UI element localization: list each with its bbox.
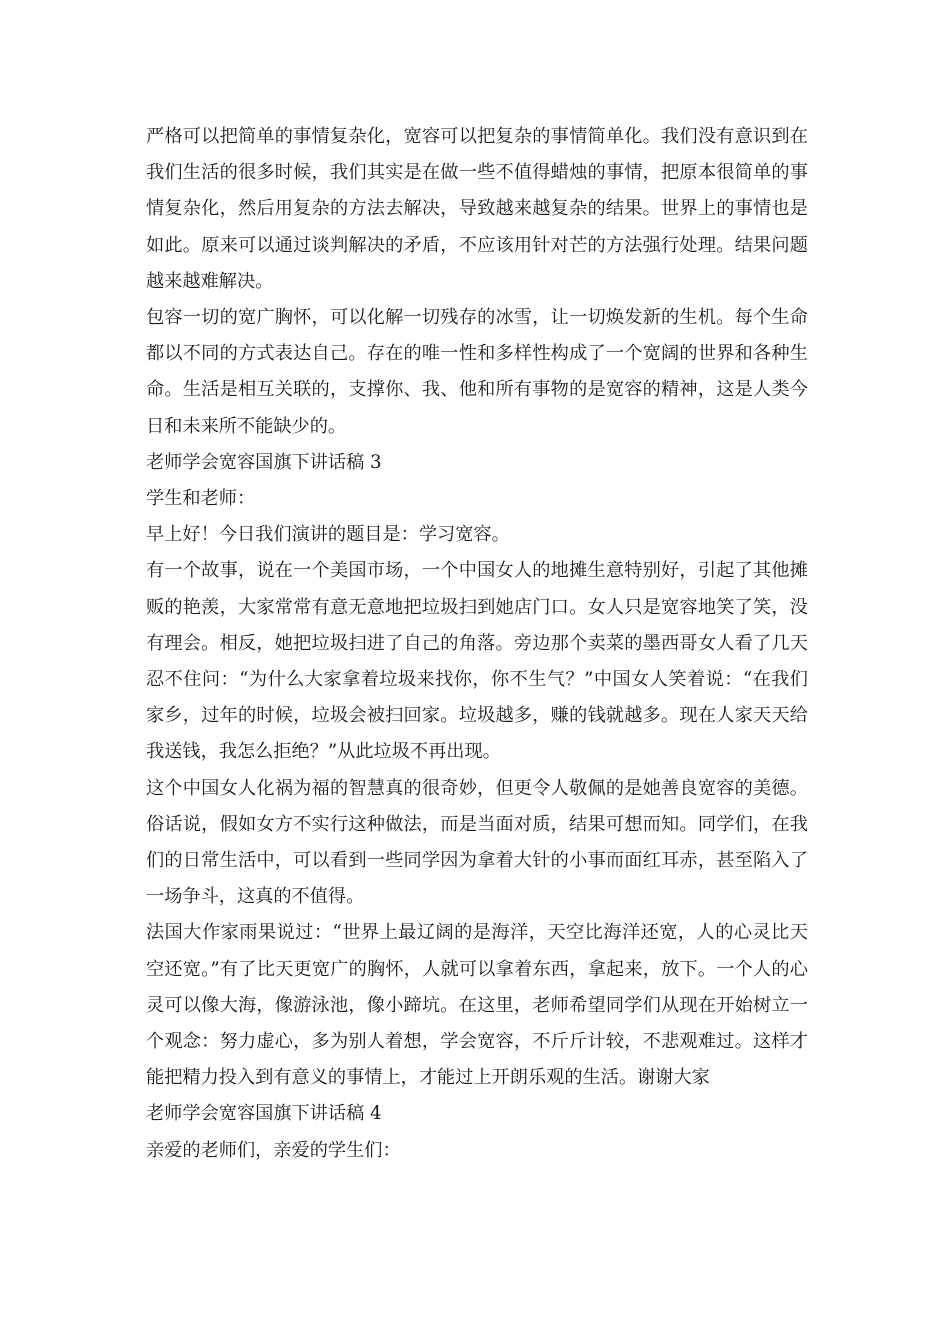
salutation-4: 亲爱的老师们，亲爱的学生们： (146, 1139, 401, 1161)
speech-title-4: 老师学会宽容国旗下讲话稿 4 (146, 1103, 382, 1125)
speech-title-3: 老师学会宽容国旗下讲话稿 3 (146, 451, 382, 473)
document-body (146, 119, 808, 1169)
salutation-3: 学生和老师： (146, 488, 256, 510)
paragraph-strict-vs-tolerant: 严格可以把简单的事情复杂化，宽容可以把复杂的事情简单化。我们没有意识到在我们生活的很多时候，我们其实是在做一些不值得蜡烛的事情，把原本很简单的事情复杂化，然后用复杂的方法去解决，导致越来越复杂的结果。世界上的事情也是如此。原来可以通过谈判解决的矛盾，不应该用针对芒的方法强行处理。结果问题越来越难解决。 (146, 126, 808, 292)
paragraph-broad-mind: 包容一切的宽广胸怀，可以化解一切残存的冰雪，让一切焕发新的生机。每个生命都以不同的方式表达自己。存在的唯一性和多样性构成了一个宽阔的世界和各种生命。生活是相互关联的，支撑你、我、他和所有事物的是宽容的精神，这是人类今日和未来所不能缺少的。 (146, 307, 808, 437)
paragraph-wisdom: 这个中国女人化祸为福的智慧真的很奇妙，但更令人敬佩的是她善良宽容的美德。俗话说，假如女方不实行这种做法，而是当面对质，结果可想而知。同学们，在我们的日常生活中，可以看到一些同学因为拿着大针的小事而面红耳赤，甚至陷入了一场争斗，这真的不值得。 (146, 777, 808, 908)
paragraph-story: 有一个故事，说在一个美国市场，一个中国女人的地摊生意特别好，引起了其他摊贩的艳羡，大家常常有意无意地把垃圾扫到她店门口。女人只是宽容地笑了笑，没有理会。相反，她把垃圾扫进了自己的角落。旁边那个卖菜的墨西哥女人看了几天忍不住问：“为什么大家拿着垃圾来找你，你不生气？”中国女人笑着说：“在我们家乡，过年的时候，垃圾会被扫回家。垃圾越多，赚的钱就越多。现在人家天天给我送钱，我怎么拒绝？”从此垃圾不再出现。 (146, 560, 808, 763)
paragraph-hugo-quote: 法国大作家雨果说过：“世界上最辽阔的是海洋，天空比海洋还宽，人的心灵比天空还宽。”有了比天更宽广的胸怀，人就可以拿着东西，拿起来，放下。一个人的心灵可以像大海，像游泳池，像小蹄坑。在这里，老师希望同学们从现在开始树立一个观念：努力虚心，多为别人着想，学会宽容，不斤斤计较，不悲观难过。这样才能把精力投入到有意义的事情上，才能过上开朗乐观的生活。谢谢大家 (146, 922, 808, 1089)
greeting-topic: 早上好！今日我们演讲的题目是：学习宽容。 (146, 524, 510, 546)
